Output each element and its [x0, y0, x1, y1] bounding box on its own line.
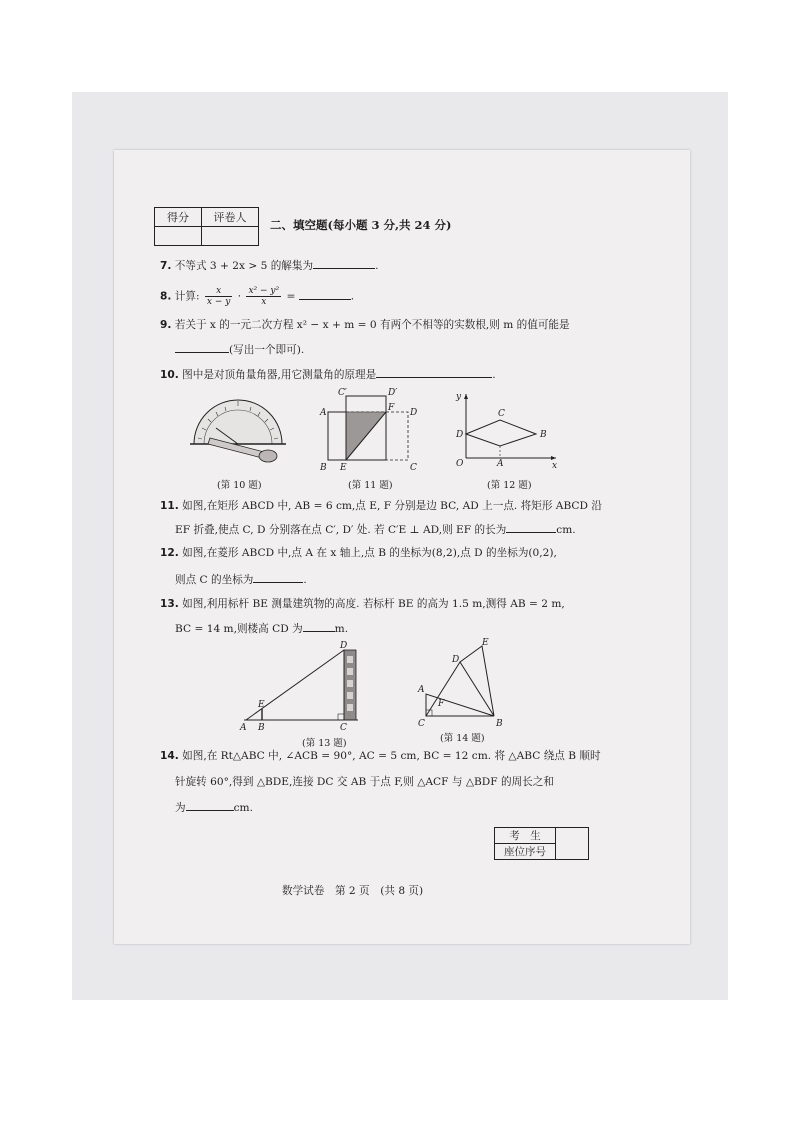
question-9-line2 [175, 341, 304, 357]
multiply-dot: · [237, 290, 242, 303]
label-B: B [320, 463, 327, 473]
question-12-line1 [160, 546, 557, 560]
answer-blank[interactable] [506, 521, 556, 533]
label-B: B [258, 723, 265, 732]
label-C: C [340, 723, 347, 732]
question-14-line2 [175, 775, 554, 789]
figure-10-protractor [188, 398, 288, 464]
punct: . [350, 290, 355, 303]
question-14-line3 [175, 799, 253, 815]
label-O: O [456, 459, 464, 469]
label-x: x [552, 461, 558, 470]
label-E: E [258, 700, 265, 710]
figure-13-caption: (第 13 题) [302, 738, 347, 749]
question-number: 10. [160, 369, 179, 381]
protractor-body [194, 400, 282, 444]
answer-blank[interactable] [175, 341, 229, 353]
question-text: 图中是对顶角量角器,用它测量角的原理是 [182, 369, 377, 381]
label-A: A [418, 685, 425, 695]
question-10 [160, 366, 496, 382]
question-number: 13. [160, 598, 179, 610]
question-text: 则点 C 的坐标为 [175, 574, 254, 586]
question-14-line1 [160, 749, 601, 763]
question-number: 8. [160, 290, 172, 303]
label-A: A [240, 723, 247, 732]
punct: . [375, 260, 379, 272]
label-D: D [452, 655, 460, 665]
fraction-numerator: x [205, 286, 232, 297]
question-text: 如图,在菱形 ABCD 中,点 A 在 x 轴上,点 B 的坐标为(8,2),点 D 的坐标为(0,2), [182, 547, 557, 559]
figure-11-caption: (第 11 题) [348, 480, 393, 491]
question-text: EF 折叠,使点 C, D 分别落在点 C′, D′ 处. 若 C′E ⊥ AD,则 EF 的长为 [175, 524, 507, 536]
grader-header: 评卷人 [202, 208, 259, 227]
question-8 [160, 286, 354, 307]
label-E: E [340, 463, 347, 473]
question-text: (写出一个即可). [229, 344, 305, 356]
pivot-knob [259, 450, 277, 462]
question-13-line1 [160, 597, 565, 611]
question-9-line1 [160, 318, 570, 332]
question-13-line2 [175, 620, 348, 636]
question-number: 9. [160, 319, 172, 331]
y-axis-arrow [464, 394, 468, 399]
label-C: C [418, 719, 425, 728]
x-axis-arrow [551, 456, 556, 460]
label-A: A [320, 408, 327, 418]
question-text: 针旋转 60°,得到 △BDE,连接 DC 交 AB 于点 F,则 △ACF 与 △BDF 的周长之和 [175, 776, 554, 788]
question-number: 7. [160, 260, 172, 272]
score-table [154, 207, 259, 246]
fraction-2 [246, 286, 281, 307]
label-B: B [496, 719, 503, 728]
seat-label: 座位序号 [495, 844, 556, 860]
punct: . [492, 369, 496, 381]
right-angle-c [338, 714, 344, 720]
score-cell[interactable] [155, 227, 202, 246]
answer-blank[interactable] [376, 366, 492, 378]
answer-blank[interactable] [299, 288, 351, 300]
score-header: 得分 [155, 208, 202, 227]
label-D: D [340, 641, 348, 651]
question-prefix: 计算: [174, 290, 200, 303]
fraction-numerator: x² − y² [248, 286, 280, 296]
section-title: 二、填空题(每小题 3 分,共 24 分) [270, 218, 452, 232]
question-11-line2 [175, 521, 576, 537]
triangle-bde [460, 646, 494, 716]
label-y: y [456, 392, 462, 402]
fraction-denominator: x − y [206, 297, 231, 307]
triangle-abc [426, 694, 494, 716]
seat-number-cell[interactable] [556, 828, 589, 860]
label-D-prime: D′ [388, 388, 398, 398]
answer-blank[interactable] [313, 257, 375, 269]
question-text: 若关于 x 的一元二次方程 x² − x + m = 0 有两个不相等的实数根,则 m 的值可能是 [174, 319, 570, 331]
fraction-denominator: x [261, 297, 267, 307]
question-number: 11. [160, 500, 179, 512]
question-text: 如图,在矩形 ABCD 中, AB = 6 cm,点 E, F 分别是边 BC, AD 上一点. 将矩形 ABCD 沿 [182, 500, 602, 512]
answer-blank[interactable] [253, 571, 303, 583]
question-text: 如图,在 Rt△ABC 中, ∠ACB = 90°, AC = 5 cm, BC = 12 cm. 将 △ABC 绕点 B 顺时 [182, 750, 601, 762]
equals-sign: = [286, 290, 296, 303]
figure-14-caption: (第 14 题) [440, 733, 485, 744]
label-C-prime: C′ [338, 388, 347, 398]
label-D: D [456, 430, 464, 440]
examinee-label: 考 生 [495, 828, 556, 844]
rhombus-abcd [466, 420, 536, 446]
label-F: F [438, 699, 445, 709]
question-number: 14. [160, 750, 179, 762]
question-12-line2 [175, 571, 307, 587]
unit: cm. [556, 524, 576, 536]
figure-14-rotation [414, 636, 510, 728]
question-text: 为 [175, 802, 186, 814]
figure-12-rhombus [452, 390, 562, 470]
label-F: F [388, 403, 395, 413]
figure-10-caption: (第 10 题) [217, 480, 262, 491]
fraction-1 [205, 286, 232, 307]
question-text: 如图,利用标杆 BE 测量建筑物的高度. 若标杆 BE 的高为 1.5 m,测得 AB = 2 m, [182, 598, 565, 610]
seat-table [494, 827, 589, 860]
figure-11-folded-rectangle [318, 388, 426, 474]
question-text: BC = 14 m,则楼高 CD 为 [175, 623, 303, 635]
question-text: 不等式 3 + 2x > 5 的解集为 [174, 260, 314, 272]
question-number: 12. [160, 547, 179, 559]
page-footer: 数学试卷 第 2 页 (共 8 页) [282, 885, 424, 897]
label-E: E [482, 638, 489, 648]
label-C: C [410, 463, 417, 473]
label-D: D [410, 408, 418, 418]
grader-cell[interactable] [202, 227, 259, 246]
label-A: A [497, 459, 504, 469]
unit: m. [334, 623, 349, 635]
question-7 [160, 257, 378, 273]
punct: . [303, 574, 307, 586]
figure-13-building [236, 640, 366, 732]
question-11-line1 [160, 499, 602, 513]
label-C: C [498, 409, 505, 419]
answer-blank[interactable] [186, 799, 234, 811]
unit: cm. [233, 802, 253, 814]
figure-12-caption: (第 12 题) [487, 480, 532, 491]
answer-blank[interactable] [303, 620, 335, 632]
rect-left-part [328, 412, 346, 460]
label-B: B [540, 430, 547, 440]
